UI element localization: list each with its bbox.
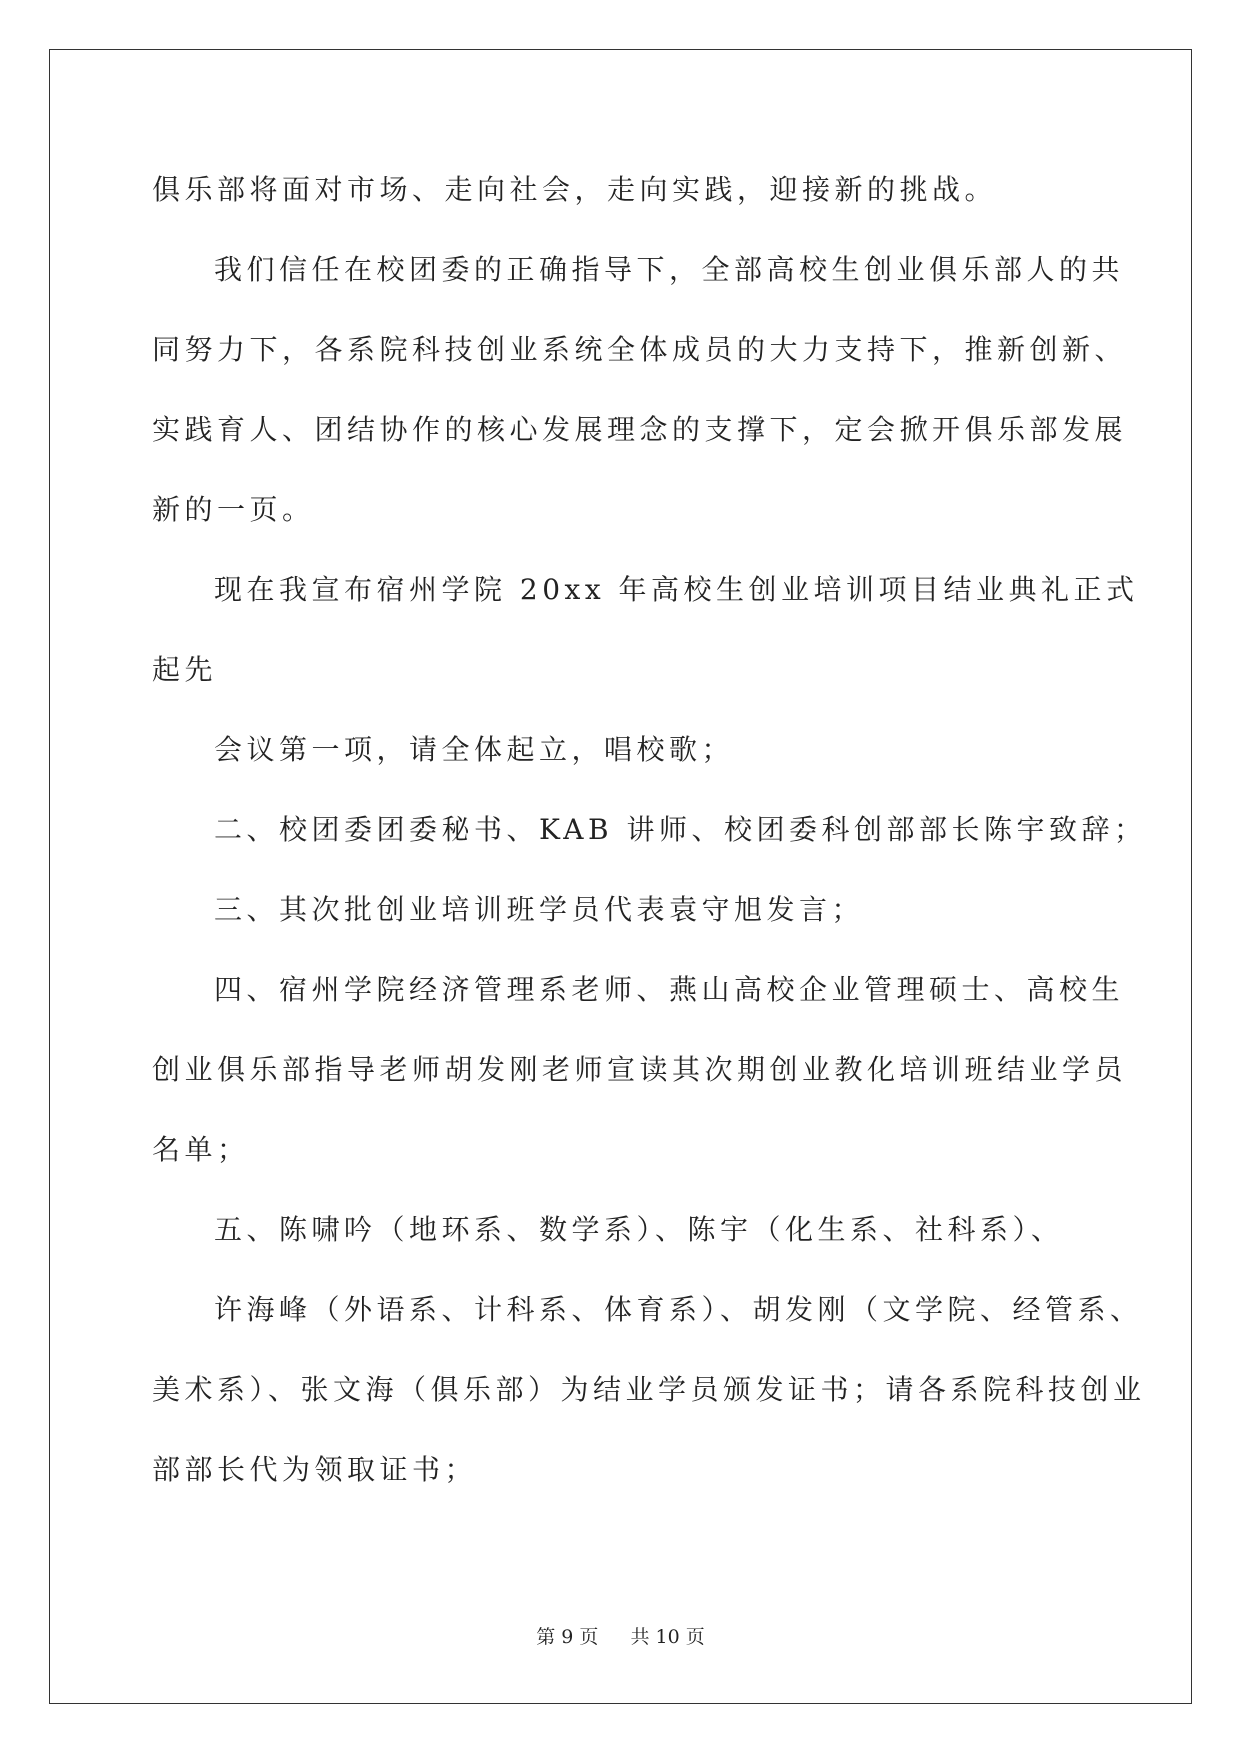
page-footer [0, 1625, 1241, 1649]
text-line: 俱乐部将面对市场、走向社会，走向实践，迎接新的挑战。 [152, 173, 998, 206]
text-line: 会议第一项，请全体起立，唱校歌； [214, 733, 735, 766]
text-line: 五、陈啸吟（地环系、数学系）、陈宇（化生系、社科系）、 [214, 1213, 1064, 1246]
text-line: 二、校团委团委秘书、KAB 讲师、校团委科创部部长陈宇致辞； [214, 813, 1147, 846]
page-total: 共 10 页 [630, 1626, 705, 1648]
text-line: 美术系）、张文海（俱乐部）为结业学员颁发证书；请各系院科技创业 [152, 1373, 1146, 1406]
text-line: 许海峰（外语系、计科系、体育系）、胡发刚（文学院、经管系、 [214, 1293, 1143, 1326]
text-line: 名单； [152, 1133, 250, 1166]
text-line: 现在我宣布宿州学院 20xx 年高校生创业培训项目结业典礼正式 [214, 573, 1139, 606]
text-line: 同努力下，各系院科技创业系统全体成员的大力支持下，推新创新、 [152, 333, 1128, 366]
text-line: 创业俱乐部指导老师胡发刚老师宣读其次期创业教化培训班结业学员 [152, 1053, 1128, 1086]
text-line: 部部长代为领取证书； [152, 1453, 478, 1486]
text-line: 新的一页。 [152, 493, 315, 526]
text-line: 三、其次批创业培训班学员代表袁守旭发言； [214, 893, 865, 926]
text-line: 实践育人、团结协作的核心发展理念的支撑下，定会掀开俱乐部发展 [152, 413, 1128, 446]
text-line: 我们信任在校团委的正确指导下，全部高校生创业俱乐部人的共 [214, 253, 1125, 286]
text-line: 起先 [152, 653, 218, 686]
text-line: 四、宿州学院经济管理系老师、燕山高校企业管理硕士、高校生 [214, 973, 1125, 1006]
page-number: 第 9 页 [536, 1626, 599, 1648]
